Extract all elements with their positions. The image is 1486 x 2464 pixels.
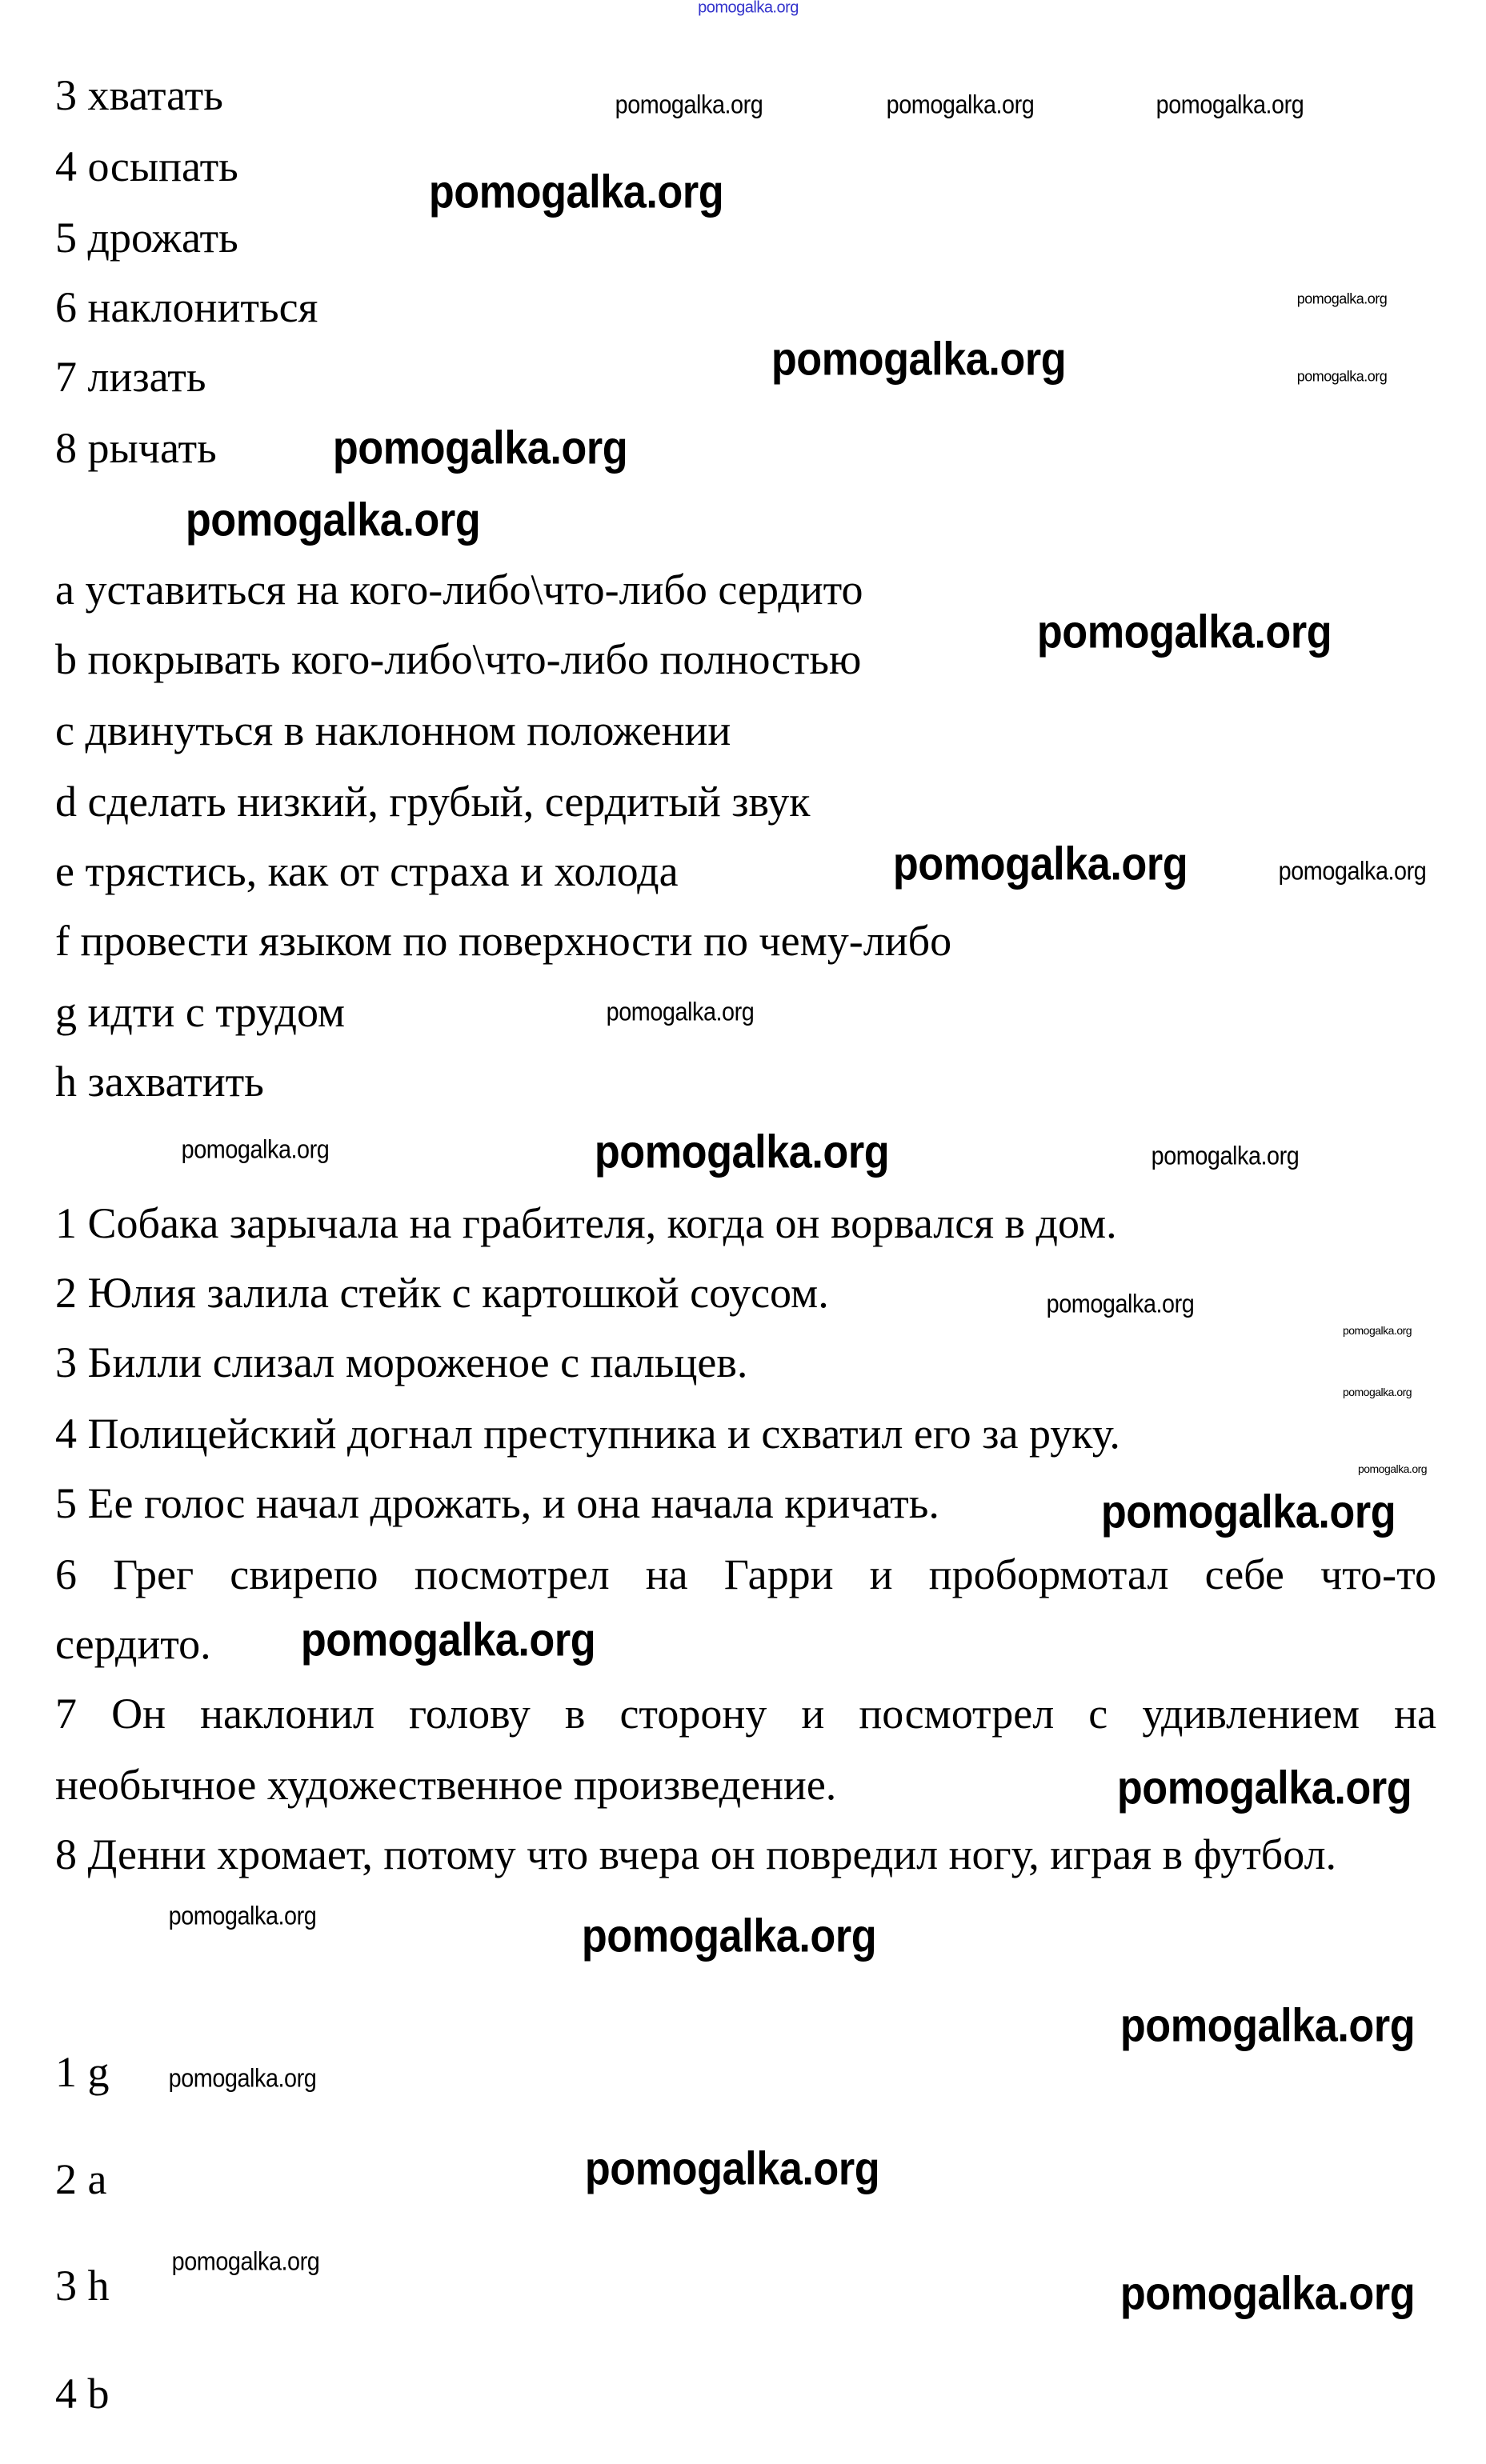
answer-item: 1 g [55,2048,110,2096]
sentence: 5 Ее голос начал дрожать, и она начала кричать. [55,1479,939,1527]
watermark: pomogalka.org [771,333,1067,386]
watermark: pomogalka.org [1296,290,1388,307]
watermark: pomogalka.org [332,422,628,474]
sentence: 7 Он наклонил голову в сторону и посмотрел с удивлением на [55,1690,1436,1738]
sentence: 2 Юлия залила стейк с картошкой соусом. [55,1269,829,1317]
definition-item: c двинуться в наклонном положении [55,706,731,754]
watermark: pomogalka.org [1120,2267,1416,2320]
watermark: pomogalka.org [1100,1486,1396,1538]
watermark: pomogalka.org [1357,1462,1428,1475]
word-item: 4 осыпать [55,142,238,190]
word-item: 6 наклониться [55,283,318,331]
watermark: pomogalka.org [698,0,799,17]
watermark: pomogalka.org [1342,1386,1412,1398]
definition-item: f провести языком по поверхности по чему-либо [55,917,952,965]
sentence: 8 Денни хромает, потому что вчера он повредил ногу, играя в футбол. [55,1830,1337,1878]
watermark: pomogalka.org [1151,1141,1300,1170]
watermark: pomogalka.org [1046,1289,1195,1318]
watermark: pomogalka.org [181,1134,330,1164]
watermark: pomogalka.org [581,1910,877,1962]
watermark: pomogalka.org [185,494,481,546]
definition-item: g идти с трудом [55,988,346,1036]
answer-item: 4 b [55,2370,110,2418]
definition-item: e трястись, как от страха и холода [55,847,679,895]
watermark: pomogalka.org [1278,856,1427,886]
sentence: 4 Полицейский догнал преступника и схватил его за руку. [55,1410,1120,1458]
definition-item: d сделать низкий, грубый, сердитый звук [55,778,811,826]
watermark: pomogalka.org [1156,90,1304,119]
word-item: 3 хватать [55,71,223,119]
word-item: 8 рычать [55,424,217,472]
watermark: pomogalka.org [606,997,755,1026]
answer-item: 3 h [55,2262,110,2310]
watermark: pomogalka.org [1116,1762,1412,1814]
sentence-continuation: сердито. [55,1620,211,1668]
watermark: pomogalka.org [1342,1324,1412,1337]
watermark: pomogalka.org [594,1126,890,1178]
watermark: pomogalka.org [892,838,1188,890]
watermark: pomogalka.org [168,2063,317,2093]
definition-item: b покрывать кого-либо\что-либо полностью [55,635,862,683]
answer-item: 2 a [55,2155,107,2203]
definition-item: h захватить [55,1058,264,1106]
watermark: pomogalka.org [428,166,724,218]
watermark: pomogalka.org [1036,606,1332,658]
watermark: pomogalka.org [171,2246,320,2276]
watermark: pomogalka.org [584,2142,880,2195]
watermark: pomogalka.org [1296,368,1388,385]
watermark: pomogalka.org [615,90,763,119]
word-item: 7 лизать [55,353,206,401]
sentence: 6 Грег свирепо посмотрел на Гарри и пробормотал себе что-то [55,1550,1436,1598]
watermark: pomogalka.org [1120,1999,1416,2052]
watermark: pomogalka.org [886,90,1035,119]
sentence-continuation: необычное художественное произведение. [55,1761,837,1809]
word-item: 5 дрожать [55,214,238,262]
watermark: pomogalka.org [168,1901,317,1930]
watermark: pomogalka.org [300,1614,596,1666]
sentence: 3 Билли слизал мороженое с пальцев. [55,1338,748,1386]
definition-item: a уставиться на кого-либо\что-либо сердито [55,566,863,614]
sentence: 1 Собака зарычала на грабителя, когда он ворвался в дом. [55,1199,1117,1247]
